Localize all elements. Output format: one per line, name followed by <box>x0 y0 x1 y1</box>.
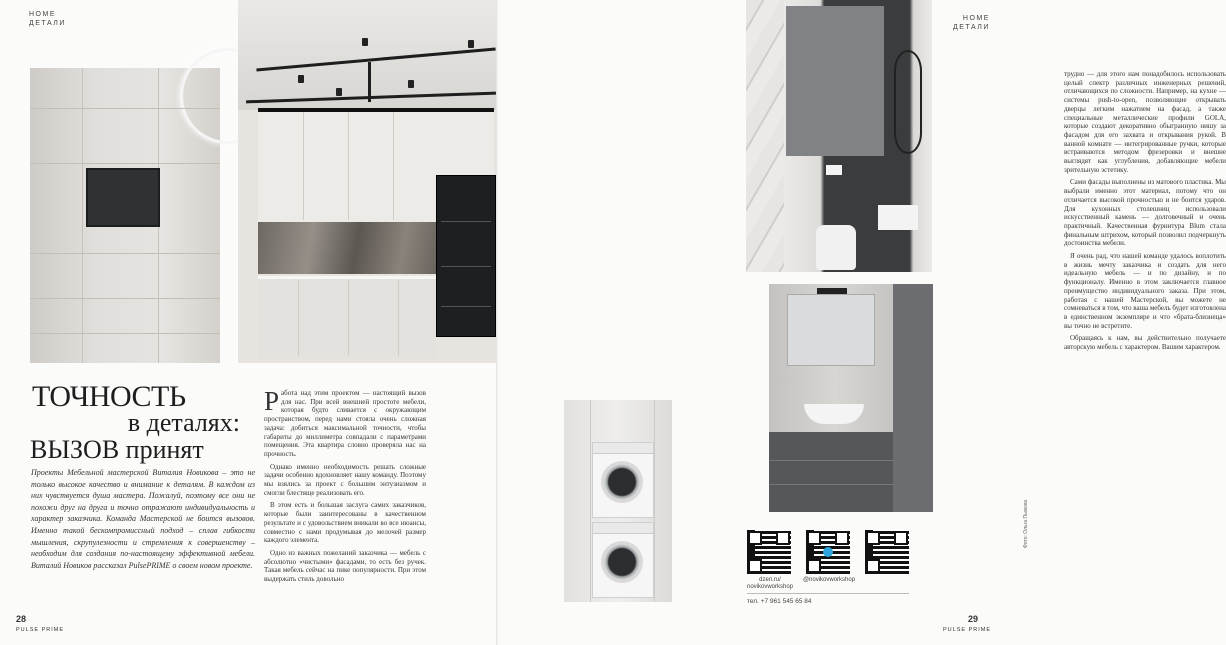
lead-paragraph: Проекты Мебельной мастерской Виталия Новикова – это не только высокое качество и внимание к деталям. В каждом из них чувствуется душа мастера. Пожалуй, поэтому все они не похожи друг на друга и точно отражают индивидуальность и характер заказчика. Команда Мастерской не боится вызовов. Именно такой бескомпромиссный подход – сплав гибкости мышления, скрупулезности и стремления к совершенству – необходим для создания по-настоящему эффективной мебели. Виталий Новиков рассказал PulsePRIME о своем новом проекте. <box>31 468 255 570</box>
section-label-right <box>953 14 990 32</box>
qr-code-telegram[interactable] <box>806 530 850 574</box>
bathroom-wc-photo <box>746 0 932 272</box>
bathroom-vanity-photo <box>769 284 933 512</box>
living-room-photo <box>30 68 220 363</box>
body-column-1 <box>264 386 426 588</box>
paragraph: абота над этим проектом — настоящий вызов для нас. При всей внешней простоте мебели, которая будто сливается с окружающим пространством, перед нами стояла очень сложная задача: добиться максимальной точности, чтобы габариты до миллиметра совпадали с параметрами помещения. Эта квартира словно проверяла нас на прочность. <box>264 389 426 458</box>
photo-credit: Фото: Ольга Пыжова <box>1023 499 1029 548</box>
built-in-oven <box>436 175 496 337</box>
paragraph: Одно из важных пожеланий заказчика — мебель с абсолютно «чистыми» фасадами, то есть без ручек. Такая мебель сейчас на пике популярности. При этом выдержать стиль довольно <box>264 548 426 584</box>
title-line3: ВЫЗОВ принят <box>30 435 204 464</box>
qr-label-dzen: dzen.ru/ novikovworkshop <box>746 577 794 590</box>
paragraph: В этом есть и большая заслуга самих заказчиков, которые были заинтересованы в качественном результате и с удовольствием вникали во все нюансы, совместно с нами продумывая до мелочей размер каждого элемента. <box>264 501 426 545</box>
stone-backsplash <box>258 222 436 274</box>
magazine-name-left: PULSE PRIME <box>16 627 64 633</box>
qr-divider <box>747 593 909 594</box>
qr-label-telegram: @novikovworkshop <box>802 577 856 583</box>
article-title <box>30 380 254 464</box>
magazine-name-right: PULSE PRIME <box>943 627 991 633</box>
tv-panel <box>86 168 160 227</box>
paragraph: Однако именно необходимость решать сложные задачи особенно вдохновляет нашу команду. Поэтому мы взялись за проект с большим энтузиазмом и смогли блестяще реализовать его. <box>264 462 426 497</box>
paragraph: трудно — для этого нам понадобилось использовать целый спектр различных инженерных решений, отличающихся по сложности. Например, на кухне — системы push-to-open, позволяющие открывать дверцы легким нажатием на фасад, а также специальные металлические профили GOLA, которые создают декоративно обыгранную нишу за фасадом для его захвата и открывания рукой. В ванной комнате — интегрированные ручки, которые встраиваются методом фрезеровки и внешне выглядят как углубления, добавляющие мебели зрительную эстетику. <box>1064 70 1226 174</box>
kitchen-photo <box>238 0 496 363</box>
laundry-photo <box>564 400 672 602</box>
drop-cap: Р <box>264 386 280 416</box>
telegram-icon <box>823 547 833 557</box>
section-line2: ДЕТАЛИ <box>953 24 990 31</box>
qr-code-third[interactable] <box>865 530 909 574</box>
section-line2: ДЕТАЛИ <box>29 20 66 27</box>
section-label <box>29 10 66 28</box>
page-number-right: 29 <box>968 614 979 624</box>
qr-code-dzen[interactable] <box>747 530 791 574</box>
paragraph: Обращаясь к нам, вы действительно получаете авторскую мебель с характером. Вашим характером. <box>1064 334 1226 352</box>
phone-number: тел. +7 961 545 65 84 <box>747 598 812 605</box>
paragraph: Я очень рад, что нашей команде удалось воплотить в жизнь мечту заказчика и создать для него идеальную мебель — и по дизайну, и по функционалу. Именно в этом заключается главное преимущество индивидуального заказа. При этом, работая с нашей Мастерской, вы можете не сомневаться в том, что ваша мебель будет изготовлена в единственном экземпляре и что «брата-близнеца» вы точно не встретите. <box>1064 252 1226 330</box>
paragraph: Сами фасады выполнены из матового пластика. Мы выбрали именно этот материал, потому что он отличается высокой прочностью и не боится ударов. Для кухонных столешниц использовали искусственный камень — долговечный и очень практичный. Качественная фурнитура Blum стала финальным штрихом, который позволил подчеркнуть достоинства мебели. <box>1064 178 1226 248</box>
section-line1: HOME <box>962 15 990 22</box>
title-line2: в деталях: <box>127 408 240 437</box>
section-line1: HOME <box>29 11 56 18</box>
page-number-left: 28 <box>16 614 27 624</box>
left-page <box>0 0 497 645</box>
title-line1: ТОЧНОСТЬ <box>32 380 186 413</box>
body-column-2 <box>1064 70 1226 356</box>
